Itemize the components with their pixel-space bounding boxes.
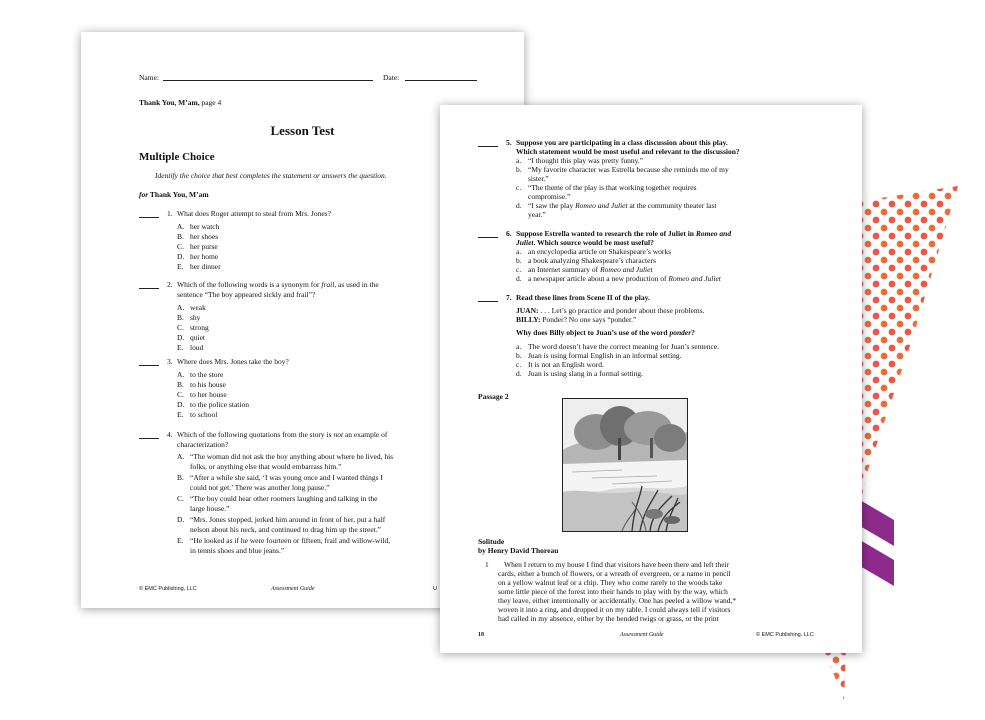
- option-letter: B.: [177, 232, 184, 241]
- option-letter: A.: [177, 452, 185, 461]
- option-text: to the store: [190, 370, 224, 379]
- question-number: 1.: [167, 209, 173, 218]
- option-text: “The boy could hear other roomers laughing and talking in the: [190, 494, 378, 503]
- option-text: weak: [190, 303, 206, 312]
- option-text: “Mrs. Jones stopped, jerked him around in front of her, put a half: [190, 515, 386, 524]
- option-text: “I thought this play was pretty funny.”: [528, 156, 644, 165]
- question-stem: Suppose Estrella wanted to research the role of Juliet in Romeo and: [516, 229, 732, 238]
- option-letter: b.: [516, 165, 522, 174]
- passage-title: Solitude: [478, 537, 505, 546]
- question-number: 3.: [167, 357, 173, 366]
- passage-line: on a yellow walnut leaf or a chip. They who come rarely to the woods take: [498, 578, 723, 587]
- option-text: her shoes: [190, 232, 219, 241]
- option-text: “The woman did not ask the boy anything about where he lived, his: [190, 452, 394, 461]
- question-stem: Which of the following quotations from the story is not an example of: [177, 430, 388, 439]
- option-letter: B.: [177, 473, 184, 482]
- option-text: compromise.”: [528, 192, 571, 201]
- question-number: 4.: [167, 430, 173, 439]
- right-test-page: [440, 105, 862, 653]
- option-text: strong: [190, 323, 209, 332]
- passage-line: some little piece of the forest into their hands to play with by the way, which: [498, 587, 728, 596]
- option-text: “My favorite character was Estrella because she reminds me of my: [528, 165, 729, 174]
- passage-line: woven it into a ring, and dropped it on my table. I could always tell if visitors: [498, 605, 731, 614]
- option-letter: c.: [516, 265, 522, 274]
- option-text: an encyclopedia article on Shakespeare’s works: [528, 247, 672, 256]
- option-text: folks, or anything else that would embarrass him.”: [190, 462, 342, 471]
- passage-line: cards, either a bunch of flowers, or a wreath of evergreen, or a name in pencil: [498, 569, 731, 578]
- answer-blank[interactable]: [478, 301, 498, 302]
- option-text: to his house: [190, 380, 226, 389]
- option-letter: C.: [177, 323, 184, 332]
- date-line: [405, 80, 477, 81]
- option-letter: D.: [177, 400, 185, 409]
- option-letter: A.: [177, 222, 185, 231]
- option-letter: E.: [177, 343, 184, 352]
- copyright-footer: © EMC Publishing, LLC: [756, 632, 814, 638]
- option-letter: a.: [516, 156, 522, 165]
- option-letter: b.: [516, 256, 522, 265]
- option-letter: D.: [177, 252, 185, 261]
- option-text: year.”: [528, 210, 546, 219]
- name-line: [163, 80, 373, 81]
- option-letter: D.: [177, 333, 185, 342]
- play-line: BILLY: Ponder? No one says “ponder.”: [516, 315, 637, 324]
- option-text: her watch: [190, 222, 220, 231]
- option-text: to school: [190, 410, 218, 419]
- date-label: Date:: [383, 73, 400, 82]
- option-letter: E.: [177, 536, 184, 545]
- footer-guide-title: Assessment Guide: [271, 586, 315, 592]
- running-head: Thank You, M’am, page 4: [139, 98, 222, 107]
- option-letter: b.: [516, 351, 522, 360]
- option-text: to her house: [190, 390, 227, 399]
- question-stem-line: characterization?: [177, 440, 229, 449]
- option-text: Juan is using slang in a formal setting.: [528, 369, 643, 378]
- option-text: an Internet summary of Romeo and Juliet: [528, 265, 653, 274]
- passage-line: they leave, either intentionally or accidentally. One has peeled a willow wand,*: [498, 596, 737, 605]
- option-letter: B.: [177, 380, 184, 389]
- option-text: shy: [190, 313, 201, 322]
- option-text: her dinner: [190, 262, 221, 271]
- passage-label: Passage 2: [478, 392, 509, 401]
- option-letter: B.: [177, 313, 184, 322]
- answer-blank[interactable]: [139, 438, 159, 439]
- page-title: Lesson Test: [270, 123, 335, 138]
- story-label: for Thank You, M’am: [139, 190, 209, 199]
- option-text: in tennis shoes and blue jeans.”: [190, 546, 285, 555]
- option-letter: A.: [177, 303, 185, 312]
- question-stem-line: Which statement would be most useful and relevant to the discussion?: [516, 147, 740, 156]
- option-text: “The theme of the play is that working together requires: [528, 183, 697, 192]
- option-text: loud: [190, 343, 204, 352]
- question-stem-line: sentence “The boy appeared sickly and frail”?: [177, 290, 316, 299]
- option-letter: d.: [516, 369, 522, 378]
- question-stem: Which of the following words is a synonym for frail, as used in the: [177, 280, 379, 289]
- footer-guide-title: Assessment Guide: [620, 632, 664, 638]
- option-letter: C.: [177, 242, 184, 251]
- option-letter: A.: [177, 370, 185, 379]
- answer-blank[interactable]: [478, 237, 498, 238]
- question-number: 6.: [506, 229, 512, 238]
- instructions: Identify the choice that best completes the statement or answers the question.: [155, 171, 387, 180]
- page-number: 18: [478, 632, 484, 638]
- option-text: a newspaper article about a new production of Romeo and Juliet: [528, 274, 721, 283]
- option-text: quiet: [190, 333, 205, 342]
- footer-unit-label: U: [433, 586, 437, 592]
- answer-blank[interactable]: [139, 217, 159, 218]
- paragraph-number: 1: [485, 560, 489, 569]
- question-stem: Read these lines from Scene II of the play.: [516, 293, 650, 302]
- option-letter: a.: [516, 342, 522, 351]
- answer-blank[interactable]: [478, 146, 498, 147]
- question-number: 2.: [167, 280, 173, 289]
- passage-line: had called in my absence, either by the bended twigs or grass, or the print: [498, 614, 719, 623]
- option-letter: C.: [177, 494, 184, 503]
- option-text: nelson about his neck, and continued to drag him up the street.”: [190, 525, 381, 534]
- answer-blank[interactable]: [139, 288, 159, 289]
- section-heading: Multiple Choice: [139, 151, 215, 163]
- option-text: her home: [190, 252, 219, 261]
- copyright-footer: © EMC Publishing, LLC: [139, 586, 197, 592]
- option-text: could not get.’ There was another long pause.”: [190, 483, 330, 492]
- option-text: “I saw the play Romeo and Juliet at the community theater last: [528, 201, 717, 210]
- question-stem: What does Roger attempt to steal from Mrs. Jones?: [177, 209, 331, 218]
- question-stem-line: Juliet. Which source would be most useful?: [516, 238, 654, 247]
- option-text: It is not an English word.: [528, 360, 604, 369]
- question-number: 7.: [506, 293, 512, 302]
- question-prompt: Why does Billy object to Juan’s use of the word ponder?: [516, 328, 695, 337]
- option-text: sister.”: [528, 174, 549, 183]
- option-letter: d.: [516, 201, 522, 210]
- option-text: a book analyzing Shakespeare’s characters: [528, 256, 656, 265]
- play-line: JUAN: . . . Let’s go practice and ponder about these problems.: [516, 306, 705, 315]
- option-letter: D.: [177, 515, 185, 524]
- option-text: Juan is using formal English in an informal setting.: [528, 351, 682, 360]
- answer-blank[interactable]: [139, 365, 159, 366]
- option-text: to the police station: [190, 400, 249, 409]
- passage-author: by Henry David Thoreau: [478, 546, 559, 555]
- passage-line: When I return to my house I find that visitors have been there and left their: [504, 560, 730, 569]
- option-letter: c.: [516, 360, 522, 369]
- option-letter: E.: [177, 262, 184, 271]
- pond-landscape-illustration: [562, 398, 688, 532]
- option-text: The word doesn’t have the correct meaning for Juan’s sentence.: [528, 342, 720, 351]
- option-letter: d.: [516, 274, 522, 283]
- option-letter: C.: [177, 390, 184, 399]
- question-stem: Where does Mrs. Jones take the boy?: [177, 357, 289, 366]
- option-text: “After a while she said, ‘I was young once and I wanted things I: [190, 473, 383, 482]
- option-letter: a.: [516, 247, 522, 256]
- option-text: large house.”: [190, 504, 230, 513]
- option-letter: E.: [177, 410, 184, 419]
- option-letter: c.: [516, 183, 522, 192]
- option-text: her purse: [190, 242, 218, 251]
- option-text: “He looked as if he were fourteen or fifteen, frail and willow-wild,: [190, 536, 391, 545]
- question-number: 5.: [506, 138, 512, 147]
- name-label: Name:: [139, 73, 159, 82]
- question-stem: Suppose you are participating in a class discussion about this play.: [516, 138, 728, 147]
